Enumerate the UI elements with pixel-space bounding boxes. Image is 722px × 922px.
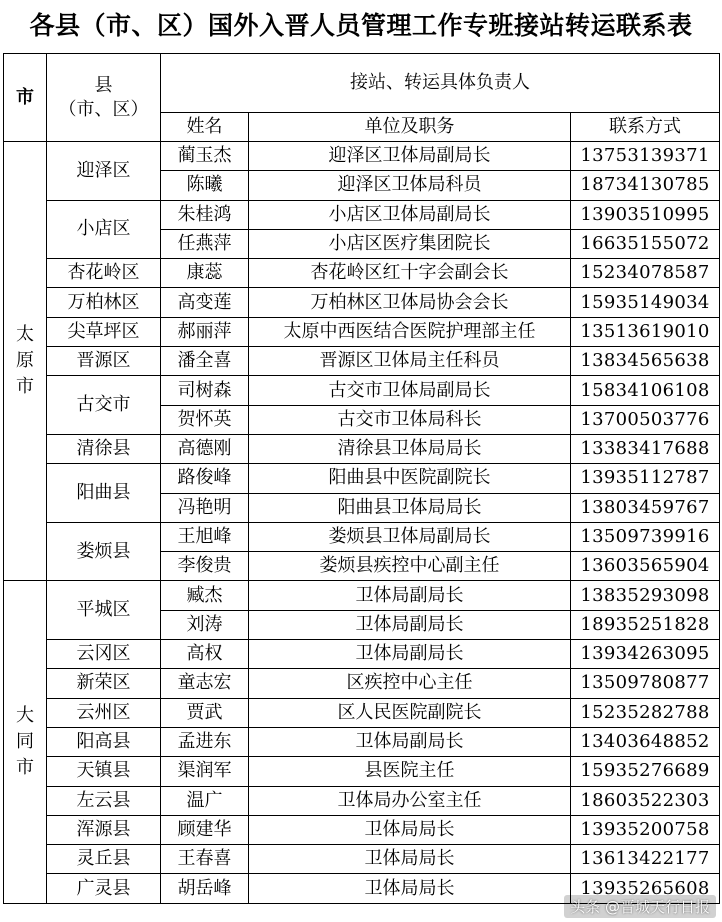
person-phone: 13835293098 [571,581,720,610]
person-phone: 13935265608 [571,874,720,903]
county-name: 迎泽区 [47,142,161,201]
county-name: 万柏林区 [47,288,161,317]
person-position: 卫体局局长 [249,845,571,874]
person-name: 孟进东 [161,727,249,756]
county-name: 天镇县 [47,757,161,786]
county-name: 左云县 [47,786,161,815]
city-name: 太原市 [16,324,34,398]
county-name: 阳高县 [47,727,161,756]
county-name: 云州区 [47,698,161,727]
table-row [4,698,720,727]
table-row [4,142,720,171]
person-phone: 13613422177 [571,845,720,874]
person-name: 李俊贵 [161,552,249,581]
county-name: 新荣区 [47,669,161,698]
county-name: 古交市 [47,376,161,435]
person-position: 小店区卫体局副局长 [249,200,571,229]
table-row [4,347,720,376]
person-name: 童志宏 [161,669,249,698]
person-position: 卫体局局长 [249,815,571,844]
county-name: 杏花岭区 [47,259,161,288]
person-name: 高变莲 [161,288,249,317]
table-row [4,434,720,463]
table-row [4,640,720,669]
city-name: 大同市 [16,705,34,779]
county-name: 晋源区 [47,347,161,376]
person-phone: 18603522303 [571,786,720,815]
table-row [4,786,720,815]
person-name: 康蕊 [161,259,249,288]
person-name: 蔺玉杰 [161,142,249,171]
name-column-header: 姓名 [161,113,249,142]
person-position: 娄烦县卫体局副局长 [249,522,571,551]
person-phone: 15935149034 [571,288,720,317]
person-position: 卫体局局长 [249,874,571,903]
person-phone: 13513619010 [571,317,720,346]
table-row [4,757,720,786]
person-position: 阳曲县卫体局局长 [249,493,571,522]
person-name: 郝丽萍 [161,317,249,346]
person-position: 区人民医院副院长 [249,698,571,727]
county-name: 平城区 [47,581,161,640]
contact-table [3,53,720,904]
person-name: 冯艳明 [161,493,249,522]
person-position: 卫体局副局长 [249,727,571,756]
person-phone: 13603565904 [571,552,720,581]
person-position: 迎泽区卫体局副局长 [249,142,571,171]
person-position: 杏花岭区红十字会副会长 [249,259,571,288]
person-name: 刘涛 [161,610,249,639]
person-position: 古交市卫体局科长 [249,405,571,434]
county-header-line2: （市、区） [58,98,149,120]
person-name: 司树森 [161,376,249,405]
county-name: 娄烦县 [47,522,161,581]
table-row [4,522,720,551]
person-phone: 13834565638 [571,347,720,376]
person-phone: 13934263095 [571,640,720,669]
county-name: 小店区 [47,200,161,259]
table-row [4,200,720,229]
table-row [4,288,720,317]
person-position: 古交市卫体局副局长 [249,376,571,405]
person-position: 晋源区卫体局主任科员 [249,347,571,376]
person-name: 臧杰 [161,581,249,610]
person-position: 万柏林区卫体局协会会长 [249,288,571,317]
person-position: 迎泽区卫体局科员 [249,171,571,200]
person-phone: 15234078587 [571,259,720,288]
person-phone: 13753139371 [571,142,720,171]
person-phone: 13935112787 [571,464,720,493]
table-row [4,317,720,346]
table-row [4,669,720,698]
person-position: 县医院主任 [249,757,571,786]
person-name: 潘全喜 [161,347,249,376]
person-phone: 18734130785 [571,171,720,200]
person-name: 渠润军 [161,757,249,786]
person-name: 温广 [161,786,249,815]
person-name: 王春喜 [161,845,249,874]
position-column-header: 单位及职务 [249,113,571,142]
table-row [4,259,720,288]
person-phone: 15834106108 [571,376,720,405]
person-position: 卫体局副局长 [249,581,571,610]
person-position: 区疾控中心主任 [249,669,571,698]
table-row [4,376,720,405]
table-row [4,815,720,844]
person-phone: 18935251828 [571,610,720,639]
person-name: 胡岳峰 [161,874,249,903]
person-position: 阳曲县中医院副院长 [249,464,571,493]
person-phone: 13509780877 [571,669,720,698]
person-phone: 13509739916 [571,522,720,551]
page-title: 各县（市、区）国外入晋人员管理工作专班接站转运联系表 [29,11,693,40]
person-position: 卫体局办公室主任 [249,786,571,815]
contact-column-header: 联系方式 [571,113,720,142]
person-position: 卫体局副局长 [249,640,571,669]
table-row [4,845,720,874]
county-name: 广灵县 [47,874,161,903]
person-position: 卫体局副局长 [249,610,571,639]
city-name-cell [4,581,47,903]
person-name: 顾建华 [161,815,249,844]
person-name: 朱桂鸿 [161,200,249,229]
person-name: 陈曦 [161,171,249,200]
county-header-line1: 县 [94,74,113,96]
person-phone: 16635155072 [571,229,720,258]
person-name: 贾武 [161,698,249,727]
watermark: 头条 @晋城天行日报 [564,895,716,918]
person-phone: 15935276689 [571,757,720,786]
county-column-header [47,54,161,142]
person-position: 清徐县卫体局局长 [249,434,571,463]
county-name: 浑源县 [47,815,161,844]
table-row [4,727,720,756]
person-name: 贺怀英 [161,405,249,434]
header-row-1 [4,54,720,113]
person-phone: 13903510995 [571,200,720,229]
county-name: 清徐县 [47,434,161,463]
person-phone: 13700503776 [571,405,720,434]
person-name: 任燕萍 [161,229,249,258]
table-row [4,464,720,493]
person-position: 小店区医疗集团院长 [249,229,571,258]
person-phone: 13803459767 [571,493,720,522]
person-name: 路俊峰 [161,464,249,493]
city-name-cell [4,142,47,581]
responsible-group-header: 接站、转运具体负责人 [161,54,720,113]
county-name: 灵丘县 [47,845,161,874]
county-name: 阳曲县 [47,464,161,523]
person-position: 娄烦县疾控中心副主任 [249,552,571,581]
person-phone: 13403648852 [571,727,720,756]
person-name: 高德刚 [161,434,249,463]
city-column-header: 市 [4,54,47,142]
contact-table-body [4,54,720,904]
person-position: 太原中西医结合医院护理部主任 [249,317,571,346]
person-phone: 13935200758 [571,815,720,844]
person-name: 王旭峰 [161,522,249,551]
county-name: 尖草坪区 [47,317,161,346]
table-row [4,581,720,610]
person-phone: 13383417688 [571,434,720,463]
county-name: 云冈区 [47,640,161,669]
person-name: 高权 [161,640,249,669]
person-phone: 15235282788 [571,698,720,727]
